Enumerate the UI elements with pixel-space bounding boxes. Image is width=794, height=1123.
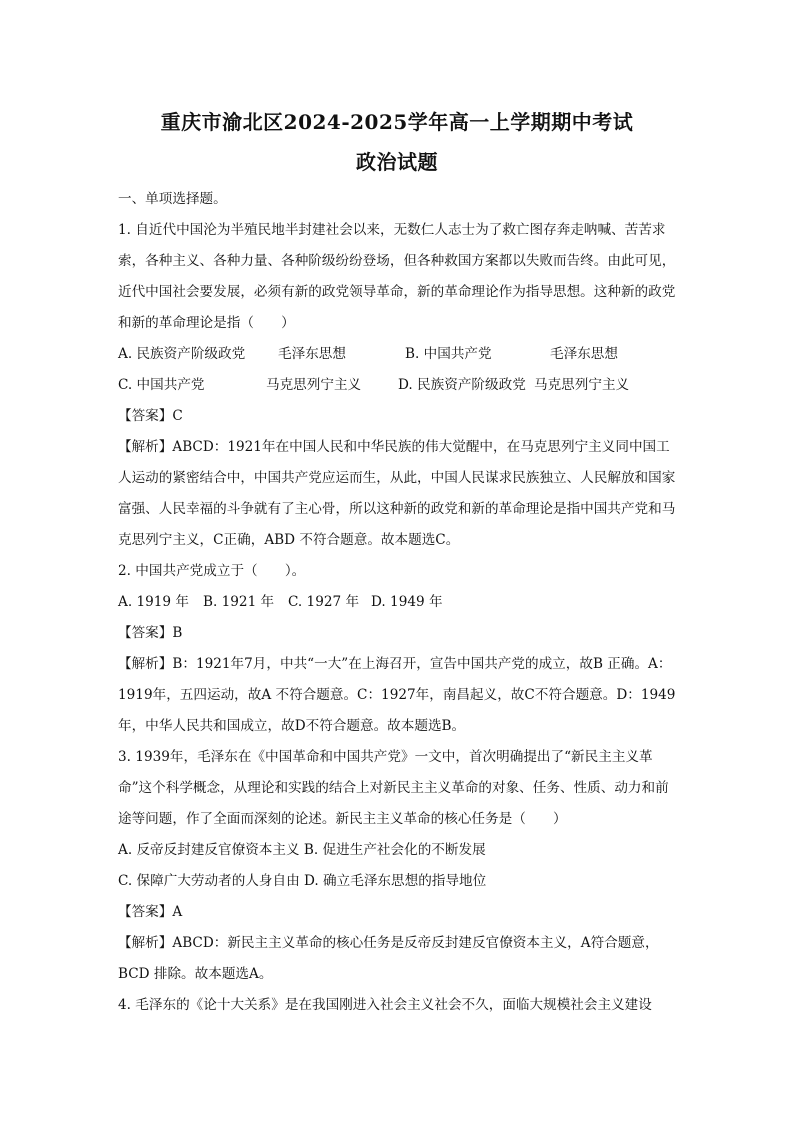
q3-options-cd: C. 保障广大劳动者的人身自由 D. 确立毛泽东思想的指导地位 (118, 873, 487, 889)
q1-option-d-value: 马克思列宁主义 (534, 377, 630, 393)
question-2-options (118, 587, 676, 618)
document-body (118, 184, 676, 1021)
q1-option-c-value: 马克思列宁主义 (266, 377, 362, 393)
question-2-stem: 2. 中国共产党成立于（ ）。 (118, 563, 306, 579)
document-subtitle: 政治试题 (356, 150, 438, 174)
question-1-options-cd (118, 370, 676, 401)
q1-option-d-label: D. 民族资产阶级政党 (398, 377, 526, 393)
question-3-answer: 【答案】A (118, 904, 183, 920)
section-heading: 一、单项选择题。 (118, 191, 227, 207)
q2-option-c: C. 1927 年 (288, 594, 360, 610)
document-title: 重庆市渝北区2024-2025学年高一上学期期中考试 (160, 110, 634, 134)
q1-option-a-label: A. 民族资产阶级政党 (118, 346, 246, 362)
q2-option-d: D. 1949 年 (371, 594, 443, 610)
question-2-answer: 【答案】B (118, 625, 183, 641)
q3-options-ab: A. 反帝反封建反官僚资本主义 B. 促进生产社会化的不断发展 (118, 842, 486, 858)
q1-option-c-label: C. 中国共产党 (118, 377, 205, 393)
question-3-analysis: 【解析】ABCD：新民主主义革命的核心任务是反帝反封建反官僚资本主义，A符合题意，BCD 排除。故本题选A。 (118, 935, 659, 982)
question-1-stem: 1. 自近代中国沦为半殖民地半封建社会以来，无数仁人志士为了救亡图存奔走呐喊、苦苦求索，各种主义、各种力量、各种阶级纷纷登场，但各种救国方案都以失败而告终。由此可见，近代中国社会要发展，必须有新的政党领导革命，新的革命理论作为指导思想。这种新的政党和新的革命理论是指（ ） (118, 222, 676, 331)
q1-option-b-value: 毛泽东思想 (550, 346, 618, 362)
question-1-analysis: 【解析】ABCD：1921年在中国人民和中华民族的伟大觉醒中，在马克思列宁主义同中国工人运动的紧密结合中，中国共产党应运而生，从此，中国人民谋求民族独立、人民解放和国家富强、人民幸福的斗争就有了主心骨，所以这种新的政党和新的革命理论是指中国共产党和马克思列宁主义，C正确，ABD 不符合题意。故本题选C。 (118, 439, 676, 548)
q2-option-a: A. 1919 年 (118, 594, 189, 610)
q2-option-b: B. 1921 年 (203, 594, 275, 610)
question-1-options-ab (118, 339, 676, 370)
q1-option-b-label: B. 中国共产党 (405, 346, 492, 362)
q1-option-a-value: 毛泽东思想 (278, 346, 346, 362)
question-2-analysis: 【解析】B：1921年7月，中共“一大”在上海召开，宣告中国共产党的成立，故B 正确。A：1919年，五四运动，故A 不符合题意。C：1927年，南昌起义，故C不符合题意。D：1949年，中华人民共和国成立，故D不符合题意。故本题选B。 (118, 656, 676, 734)
question-4-stem: 4. 毛泽东的《论十大关系》是在我国刚进入社会主义社会不久，面临大规模社会主义建设 (118, 997, 652, 1013)
question-1-answer: 【答案】C (118, 408, 183, 424)
question-3-stem: 3. 1939年，毛泽东在《中国革命和中国共产党》一文中，首次明确提出了“新民主主义革命”这个科学概念，从理论和实践的结合上对新民主主义革命的对象、任务、性质、动力和前途等问题，作了全面而深刻的论述。新民主主义革命的核心任务是（ ） (118, 749, 669, 827)
